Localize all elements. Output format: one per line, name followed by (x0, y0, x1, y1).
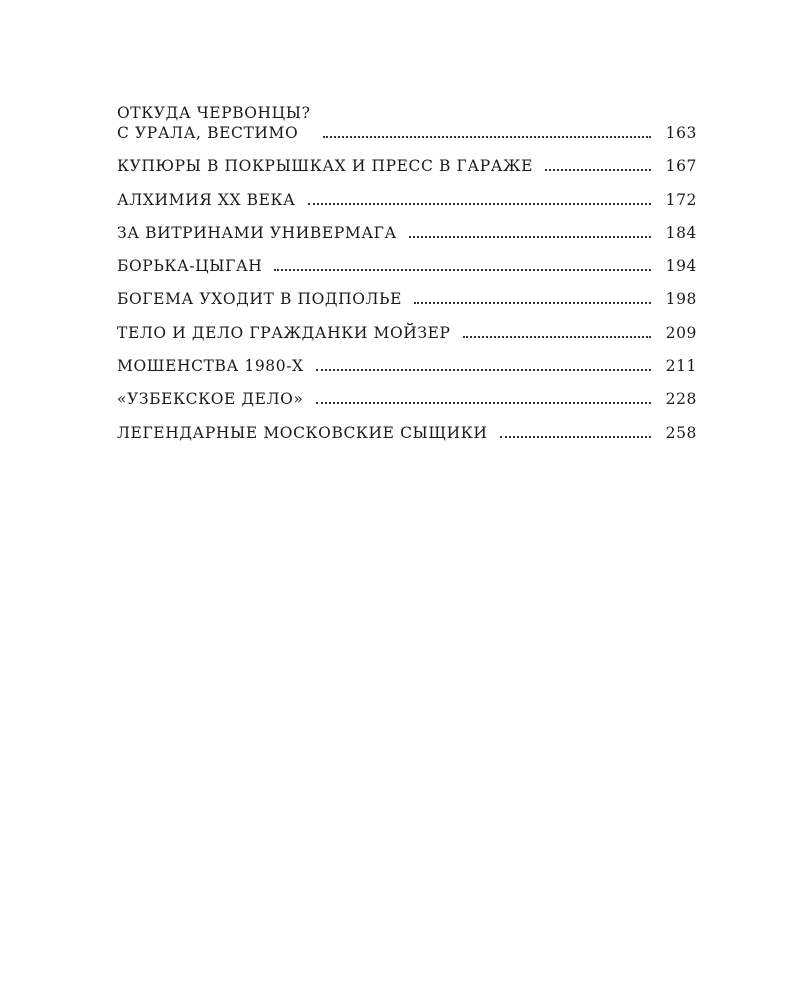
toc-entry-title: «УЗБЕКСКОЕ ДЕЛО» (117, 390, 304, 409)
toc-entry[interactable] (117, 256, 697, 276)
toc-entry-page: 211 (665, 357, 697, 376)
toc-entry[interactable] (117, 323, 697, 343)
toc-entry-page: 184 (665, 223, 697, 242)
toc-entry[interactable] (117, 190, 697, 210)
toc-entry-page: 198 (665, 290, 697, 309)
toc-entry-page: 209 (665, 323, 697, 342)
toc-entry-page: 167 (665, 157, 697, 176)
toc-entry-title: БОРЬКА-ЦЫГАН (117, 257, 263, 276)
toc-entry-title: ЛЕГЕНДАРНЫЕ МОСКОВСКИЕ СЫЩИКИ (117, 423, 488, 442)
toc-entry[interactable] (117, 223, 697, 243)
dot-leader (308, 203, 652, 205)
dot-leader (323, 136, 651, 138)
toc-entry-page: 258 (665, 423, 697, 442)
dot-leader (316, 402, 652, 404)
dot-leader (463, 336, 651, 338)
toc-entry[interactable] (117, 103, 697, 143)
toc-entry[interactable] (117, 356, 697, 376)
toc-entry-title: БОГЕМА УХОДИТ В ПОДПОЛЬЕ (117, 290, 402, 309)
dot-leader (316, 369, 651, 371)
dot-leader (545, 169, 651, 171)
dot-leader (500, 436, 652, 438)
toc-entry[interactable] (117, 156, 697, 176)
toc-entry-page: 163 (665, 124, 697, 142)
toc-entry-title: КУПЮРЫ В ПОКРЫШКАХ И ПРЕСС В ГАРАЖЕ (117, 157, 533, 176)
toc-entry-page: 228 (665, 390, 697, 409)
toc-entry[interactable] (117, 389, 697, 409)
dot-leader (274, 269, 651, 271)
toc-entry-title: ТЕЛО И ДЕЛО ГРАЖДАНКИ МОЙЗЕР (117, 323, 451, 342)
dot-leader (414, 302, 651, 304)
dot-leader (409, 236, 651, 238)
table-of-contents (117, 103, 697, 456)
toc-entry-title: ОТКУДА ЧЕРВОНЦЫ? С УРАЛА, ВЕСТИМО (117, 104, 311, 142)
toc-entry-page: 194 (665, 257, 697, 276)
toc-entry-title: МОШЕНСТВА 1980-Х (117, 357, 304, 376)
toc-entry-page: 172 (665, 190, 697, 209)
toc-entry-title: ЗА ВИТРИНАМИ УНИВЕРМАГА (117, 223, 397, 242)
toc-entry-title: АЛХИМИЯ XX ВЕКА (117, 190, 296, 209)
toc-entry[interactable] (117, 423, 697, 443)
toc-entry[interactable] (117, 289, 697, 309)
